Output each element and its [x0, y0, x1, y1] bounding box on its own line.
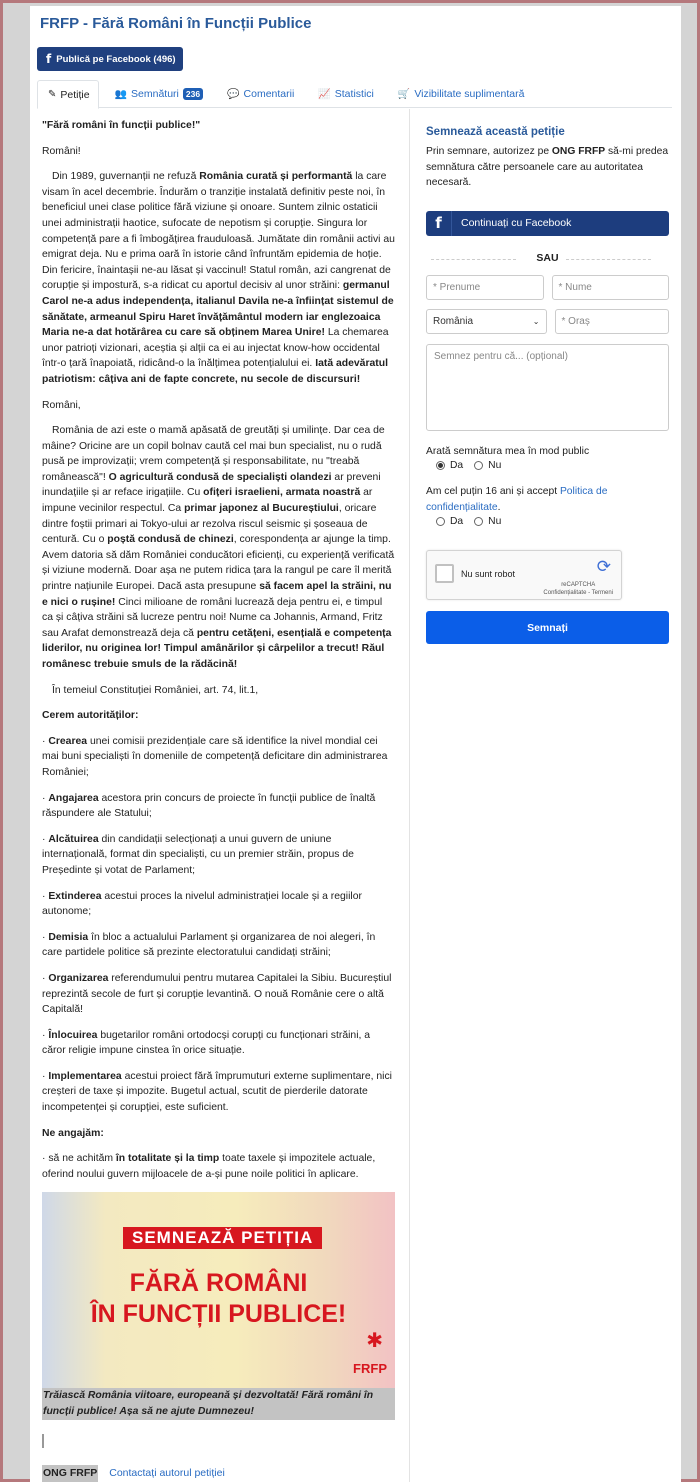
- demand-item: · Organizarea referendumului pentru mutarea Capitalei la Sibiu. Bucureștiul reprezintă secole de furt și corupție levantină. O nouă Românie cere o altă Capitală!: [42, 972, 392, 1016]
- frfp-logo-icon: ✱: [366, 1327, 383, 1352]
- petition-footer: [42, 1465, 396, 1482]
- comments-icon: 💬: [227, 88, 240, 100]
- sign-heading: Semnează această petiție: [426, 126, 565, 138]
- demands-heading: Cerem autorităților:: [42, 710, 139, 722]
- sign-panel: [426, 126, 669, 644]
- tab-signatures[interactable]: [105, 80, 212, 108]
- pencil-icon: ✎: [48, 89, 57, 100]
- recaptcha-branding: reCAPTCHA Confidențialitate - Termeni: [543, 582, 613, 596]
- first-name-input[interactable]: * Prenume: [426, 275, 544, 300]
- chevron-down-icon: ⌄: [532, 316, 540, 326]
- reason-textarea[interactable]: Semnez pentru că... (opțional): [426, 344, 669, 431]
- users-icon: 👥: [114, 88, 128, 100]
- greeting: Români,: [42, 399, 81, 411]
- demand-item: · Alcătuirea din candidații selecționați a unui guvern de uniune internațională, format din specialiști, cu un premier străin, propus de Președinte și votat de Parlament;: [42, 833, 354, 876]
- recaptcha-icon: ⟳: [596, 557, 611, 577]
- public-yes-radio[interactable]: Da: [436, 460, 463, 471]
- paragraph-1: Din 1989, guvernanții ne refuză România curată și performantă la care visam în acel decembrie. Îndurăm o tranziție instalată definitiv peste noi, în beneficiul unei clase politice fără viziune și onoare. Suntem zilnic ostaticii unei administrații haotice, sufocate de nepotism și corupție. Singura lor competență pare a fi îmbogățirea frauduloasă. Jumătate din românii activi au emigrat deja. Nu e prima oară în istorie când înfruntăm epidemia de hoție. Din fericire, înaintașii ne-au lăsat și vaccinul! Statul român, azi cangrenat de corupție și impostură, s-a ridicat cu aportul decisiv al unor străini: germanul Carol ne-a adus independența, italianul Davila ne-a înființat sistemul de sănătate, armeanul Spiru Haret învățământul modern iar englezoaica Maria ne-a dat hotărârea cu care să obținem Marea Unire! La chemarea unor patrioți vizionari, aceștia și alții ca ei au injectat know-how occidental într-o țară înapoiată, ridicând-o la înălțimea potențialului ei. Iată adevăratul patriotism: câțiva ani de fapte concrete, nu secole de discursuri!: [42, 171, 395, 385]
- facebook-share-label: Publică pe Facebook (496): [56, 53, 176, 65]
- greeting: Români!: [42, 145, 81, 157]
- page-title: FRFP - Fără Români în Funcții Publice: [40, 15, 312, 32]
- city-input[interactable]: * Oraș: [555, 309, 670, 334]
- tab-label: Comentarii: [243, 88, 295, 100]
- demand-item: · Înlocuirea bugetarilor români ortodocși corupți cu funcționari străini, a căror religie impune cinstea în orice situație.: [42, 1029, 371, 1057]
- age-yes-radio[interactable]: Da: [436, 516, 463, 527]
- captcha-checkbox[interactable]: [435, 564, 454, 583]
- petition-banner-image: [42, 1192, 395, 1388]
- tab-label: Semnături: [131, 88, 179, 100]
- petition-text: [42, 118, 396, 1482]
- paragraph-2: România de azi este o mamă apăsată de greutăți și umilințe. Dar cea de mâine? Oricine are un copil bolnav caută cel mai bun specialist, nu o rudă pusă pe improvizații; vrem competență și responsabilitate, nu "treabă românească"! O agricultură condusă de specialiști olandezi ar preveni inundațiile și ar reface irigațiile. Cu ofițeri israelieni, armata noastră ar impune vecinilor respectul. Ca primar japonez al Bucureștiului, oricare dintre foștii primari ai Tokyo-ului ar rezolva riscul seismic și șoseaua de centură. Cu o poștă condusă de chinezi, corespondența ar ajunge la timp. Avem datoria să dăm României conducători eficienți, cu experiență verificată și viziune modernă. Doar așa ne putem ridica țara la rangul pe care îl merită printre națiunile Europei. Dacă asta presupune să facem apel la străini, nu e nici o rușine! Cinci milioane de români lucrează deja pentru ei, e timpul ca și câțiva străini să lucreze pentru noi! Nume ca Johannis, Armand, Fritz sau Arafat demonstrează deja că pentru cetățeni, esențială e competența liderilor, nu originea lor! Timpul amânărilor și cârpelilor a trecut! Răul românesc trebuie smuls de la rădăcină!: [42, 425, 395, 670]
- tab-label: Petiție: [60, 88, 90, 101]
- public-signature-question: Arată semnătura mea în mod public: [426, 445, 590, 457]
- tab-label: Vizibilitate suplimentară: [414, 88, 525, 100]
- tab-comments[interactable]: [217, 80, 302, 108]
- country-select[interactable]: România ⌄: [426, 309, 547, 334]
- continue-facebook-button[interactable]: [426, 211, 669, 236]
- tab-extra-visibility[interactable]: [388, 80, 533, 108]
- demand-item: · Angajarea acestora prin concurs de proiecte în funcții publice de înaltă răspundere ale Statului;: [42, 792, 376, 820]
- demand-item: · Crearea unei comisii prezidențiale care să identifice la nivel mondial cei mai buni specialiști în domeniile de competență deficitare din administrarea României;: [42, 735, 388, 778]
- column-divider: [409, 109, 410, 1482]
- facebook-share-button[interactable]: [37, 47, 183, 71]
- legal-basis: În temeiul Constituției României, art. 74, lit.1,: [52, 684, 259, 696]
- or-divider: SAU: [426, 252, 669, 266]
- tab-label: Statistici: [334, 88, 374, 100]
- last-name-input[interactable]: * Nume: [552, 275, 670, 300]
- text-cursor: [42, 1434, 44, 1448]
- continue-facebook-label: Continuați cu Facebook: [461, 217, 572, 229]
- tab-petition[interactable]: [37, 80, 99, 109]
- petition-heading: "Fără români în funcții publice!": [42, 120, 201, 131]
- public-no-radio[interactable]: Nu: [474, 460, 501, 471]
- chart-icon: 📈: [318, 88, 331, 100]
- demand-item: · Demisia în bloc a actualului Parlament și organizarea de noi alegeri, în care partidele politice să prezinte electoratului candidați străini;: [42, 931, 376, 959]
- contact-author-link[interactable]: Contactați autorul petiției: [109, 1466, 225, 1479]
- page: [30, 6, 681, 1482]
- banner-headline: FĂRĂ ROMÂNI ÎN FUNCȚII PUBLICE!: [90, 1269, 347, 1329]
- banner-tag: SEMNEAZĂ PETIȚIA: [123, 1227, 322, 1249]
- commit-item: · să ne achităm în totalitate și la timp toate taxele și impozitele actuale, oferind noului guvern mijloacele de a-și pune noile politici în aplicare.: [42, 1153, 376, 1180]
- author-name: ONG FRFP: [42, 1465, 98, 1482]
- cart-icon: 🛒: [397, 88, 411, 100]
- commit-heading: Ne angajăm:: [42, 1127, 104, 1139]
- authorization-text: Prin semnare, autorizez pe ONG FRFP să-mi predea semnătura către persoanele care au autoritatea necesară.: [426, 146, 669, 188]
- captcha-label: Nu sunt robot: [461, 569, 516, 579]
- facebook-icon: f: [46, 52, 52, 66]
- privacy-policy-link[interactable]: Politica de confidențialitate: [426, 486, 608, 513]
- facebook-icon: f: [426, 211, 452, 236]
- frfp-logo: FRFP: [353, 1360, 387, 1376]
- age-consent-question: Am cel puțin 16 ani și accept Politica de confidențialitate.: [426, 486, 608, 513]
- tab-bar: [37, 80, 672, 108]
- age-no-radio[interactable]: Nu: [474, 516, 501, 527]
- sign-submit-button[interactable]: Semnați: [426, 611, 669, 644]
- recaptcha-widget: [426, 550, 622, 600]
- demand-item: · Implementarea acestui proiect fără împrumuturi externe suplimentare, nici creșteri de taxe și impozite. Bugetul actual, scutit de pierderile datorate incompetenței și corupției, este suficient.: [42, 1070, 392, 1114]
- tab-statistics[interactable]: [308, 80, 382, 108]
- signature-count-badge: 236: [183, 88, 203, 100]
- demand-item: · Extinderea acestui proces la nivelul administrației locale și a regiilor autonome;: [42, 890, 362, 918]
- banner-caption: Trăiască România viitoare, europeană și dezvoltată! Fără români în funcții publice! Așa să ne ajute Dumnezeu!: [42, 1388, 395, 1419]
